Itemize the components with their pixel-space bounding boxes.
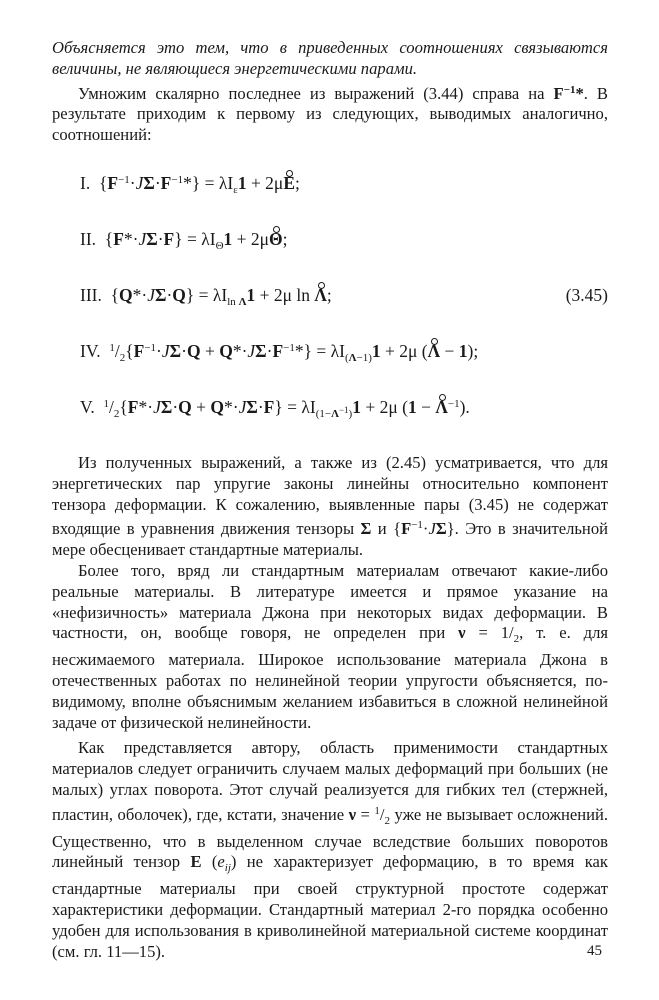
equation-1: I. $\{F^{-1}\cdot J\Sigma\cdot F^{-1}*\} = \lambda I_\varepsilon 1 + 2\mu E$; bbox=[80, 173, 300, 196]
intro-paragraph-1: Объясняется это тем, что в приведенных соотношениях связываются величины, не являющиеся энергетическими парами. bbox=[52, 38, 608, 78]
equation-5: V. $^1/_2\{F*\cdot J\Sigma\cdot Q + Q*\cdot J\Sigma\cdot F\} = \lambda I_{(1-\Lambda^{-1})}1 + 2\mu$ $(1 - \Lambda^{-1})$. bbox=[80, 397, 470, 420]
intro-paragraph-2: Умножим скалярно последнее из выражений (3.44) справа на $F^{-1}*$. В результате приходим к первому из следующих, выводимых аналогично, соотношений: bbox=[52, 83, 608, 145]
equation-3: III. $\{Q*\cdot J\Sigma\cdot Q\} = \lambda I_{ln \Lambda}1 + 2\mu$ ln Λ; (3.45) bbox=[80, 285, 608, 308]
body-text bbox=[52, 453, 608, 962]
paragraph-1: Из полученных выражений, а также из (2.45) усматривается, что для энергетических пар упругие законы линейны относительно компонент тензора деформации. К сожалению, выявленные пары (3.45) не содержат входящие в уравнения движения тензоры Σ и $\{F^{-1}\cdot J\Sigma\}$. Это в значительной мере обесценивает стандартные материалы. bbox=[52, 453, 608, 560]
equation-number: (3.45) bbox=[565, 285, 608, 305]
equation-2: II. $\{F*\cdot J\Sigma\cdot F\} = \lambda I_\Theta 1 + 2\mu\Theta$; bbox=[80, 229, 288, 252]
page-number: 45 bbox=[587, 943, 602, 959]
paragraph-3: Как представляется автору, область применимости стандартных материалов следует ограничить случаем малых деформаций при больших (не малых) углах поворота. Этот случай реализуется для гибких тел (стержней, пластин, оболочек), где, кстати, значение $\nu = ^1/_2$ уже не вызывает осложнений. Существенно, что в выделенном случае вследствие больших поворотов линейный тензор E $(e_{ij})$ не характеризует деформацию, в то время как стандартные материалы при своей структурной простоте содержат характеристики деформации. Стандартный материал 2-го порядка особенно удобен для использования в криволинейной материальной системе координат (см. гл. 11—15). bbox=[52, 738, 609, 961]
equation-4: IV. $^1/_2\{F^{-1}\cdot J\Sigma\cdot Q + Q*\cdot J\Sigma\cdot F^{-1}*\} = \lambda I_{(\Lambda-1)}1 + 2\mu$ (Λ − 1); bbox=[80, 341, 479, 364]
intro-text bbox=[52, 38, 608, 146]
paragraph-2: Более того, вряд ли стандартным материалам отвечают какие-либо реальные материалы. В литературе имеется и прямое указание на «нефизичность» материала Джона при некоторых видах деформации. В частности, он, вообще говоря, не определен при $\nu = 1/_2$, т. е. для несжимаемого материала. Широкое использование материала Джона в отечественных работах по нелинейной теории упругости объясняется, по-видимому, вполне объяснимым желанием избавиться в сложной нелинейной задаче от физической нелинейности. bbox=[52, 560, 608, 732]
